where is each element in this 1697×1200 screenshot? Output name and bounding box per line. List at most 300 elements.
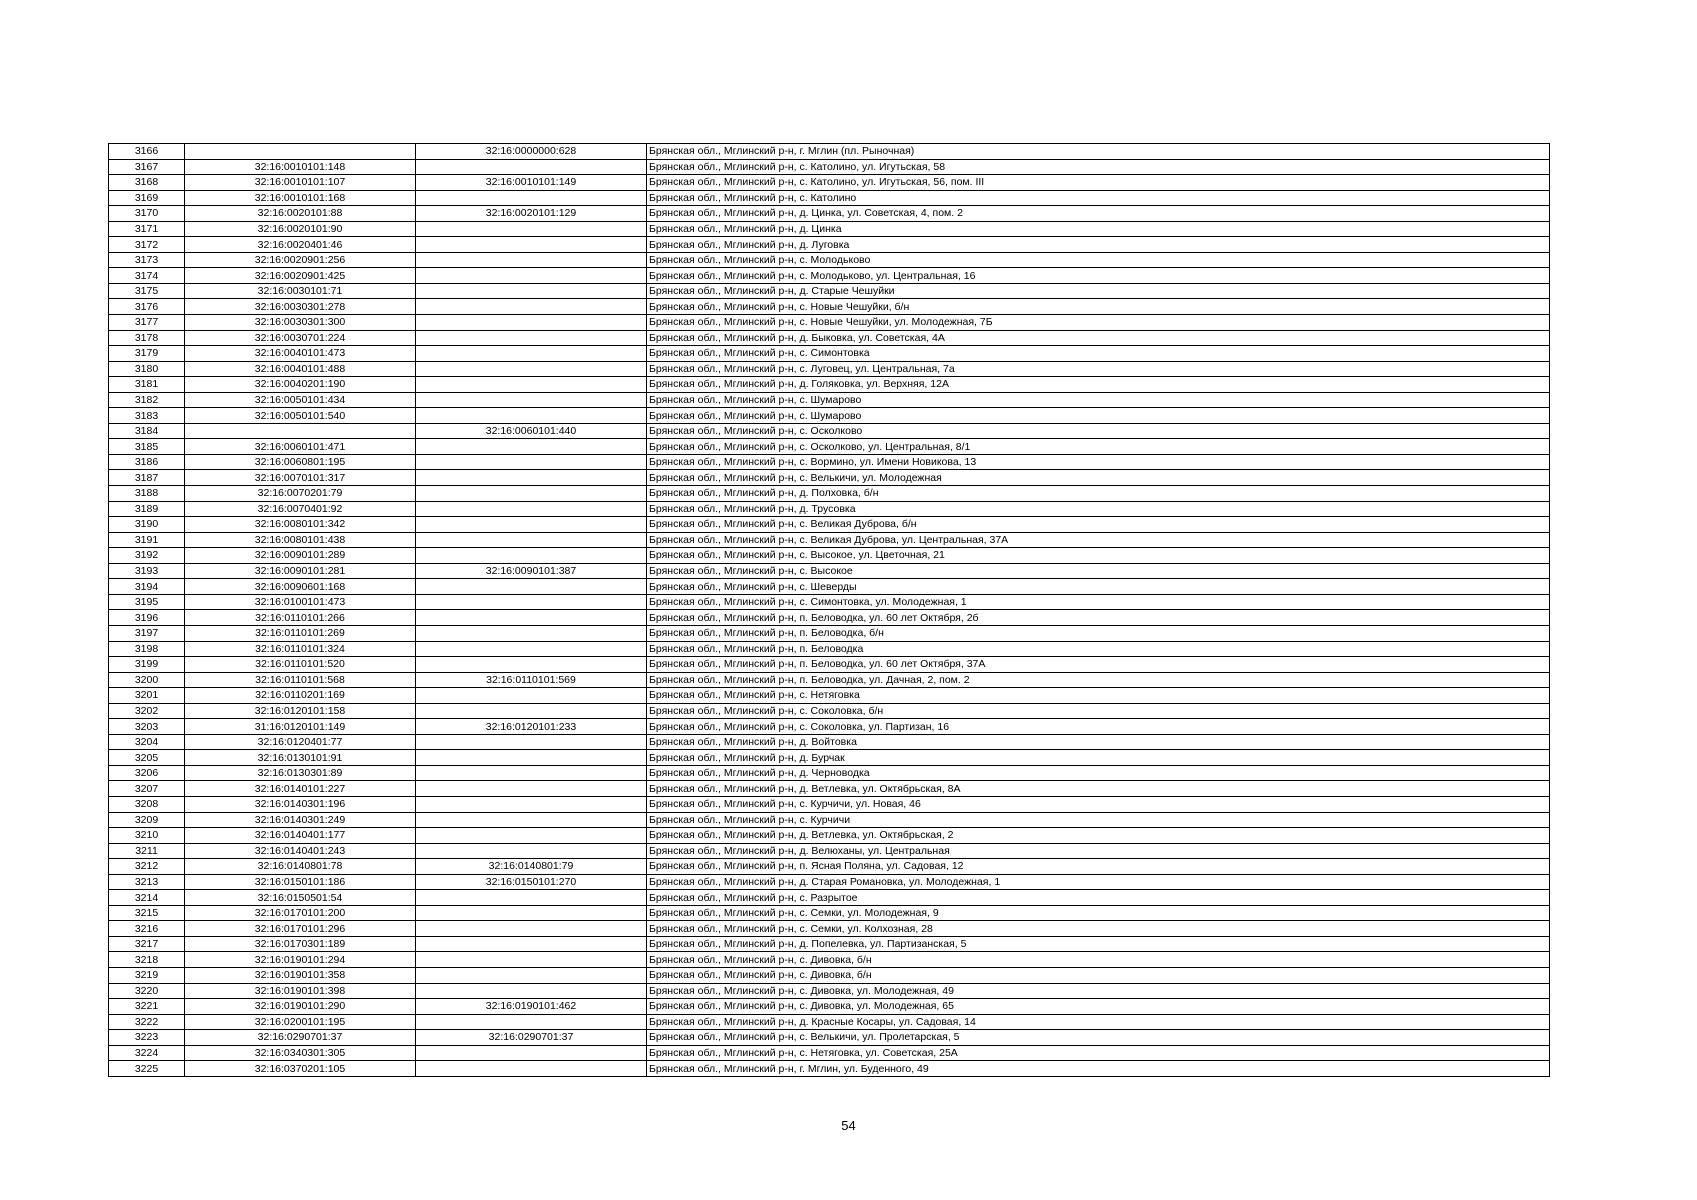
address-cell: Брянская обл., Мглинский р-н, с. Шеверды [647, 579, 1550, 595]
cadastral-number-cell: 32:16:0110101:568 [185, 672, 416, 688]
row-number-cell: 3182 [109, 392, 185, 408]
cadastral-number-cell: 32:16:0020901:425 [185, 268, 416, 284]
table-row [109, 828, 1550, 844]
parent-cadastral-number-cell [416, 983, 647, 999]
table-row [109, 1045, 1550, 1061]
row-number-cell: 3219 [109, 967, 185, 983]
address-cell: Брянская обл., Мглинский р-н, с. Высокое [647, 563, 1550, 579]
parent-cadastral-number-cell [416, 454, 647, 470]
table-row [109, 532, 1550, 548]
parent-cadastral-number-cell [416, 812, 647, 828]
parent-cadastral-number-cell [416, 252, 647, 268]
table-row [109, 439, 1550, 455]
row-number-cell: 3209 [109, 812, 185, 828]
address-cell: Брянская обл., Мглинский р-н, п. Беловодка, ул. Дачная, 2, пом. 2 [647, 672, 1550, 688]
row-number-cell: 3201 [109, 688, 185, 704]
row-number-cell: 3173 [109, 252, 185, 268]
row-number-cell: 3189 [109, 501, 185, 517]
address-cell: Брянская обл., Мглинский р-н, п. Беловодка, б/н [647, 625, 1550, 641]
row-number-cell: 3220 [109, 983, 185, 999]
table-row [109, 423, 1550, 439]
parent-cadastral-number-cell [416, 532, 647, 548]
table-row [109, 579, 1550, 595]
cadastral-number-cell: 32:16:0200101:195 [185, 1014, 416, 1030]
cadastral-number-cell: 32:16:0140801:78 [185, 859, 416, 875]
parent-cadastral-number-cell [416, 890, 647, 906]
address-cell: Брянская обл., Мглинский р-н, п. Беловодка [647, 641, 1550, 657]
cadastral-number-cell: 32:16:0030101:71 [185, 283, 416, 299]
parent-cadastral-number-cell [416, 501, 647, 517]
table-row [109, 890, 1550, 906]
address-cell: Брянская обл., Мглинский р-н, с. Молодьково, ул. Центральная, 16 [647, 268, 1550, 284]
table-row [109, 1030, 1550, 1046]
address-cell: Брянская обл., Мглинский р-н, д. Черноводка [647, 765, 1550, 781]
cadastral-number-cell: 32:16:0150501:54 [185, 890, 416, 906]
table-row [109, 859, 1550, 875]
row-number-cell: 3183 [109, 408, 185, 424]
parent-cadastral-number-cell [416, 1014, 647, 1030]
table-row [109, 361, 1550, 377]
row-number-cell: 3171 [109, 221, 185, 237]
row-number-cell: 3184 [109, 423, 185, 439]
cadastral-number-cell: 32:16:0140301:196 [185, 796, 416, 812]
row-number-cell: 3202 [109, 703, 185, 719]
row-number-cell: 3170 [109, 206, 185, 222]
cadastral-number-cell: 32:16:0130101:91 [185, 750, 416, 766]
address-cell: Брянская обл., Мглинский р-н, с. Нетяговка, ул. Советская, 25А [647, 1045, 1550, 1061]
row-number-cell: 3193 [109, 563, 185, 579]
cadastral-number-cell: 32:16:0060101:471 [185, 439, 416, 455]
cadastral-number-cell [185, 144, 416, 160]
address-cell: Брянская обл., Мглинский р-н, п. Беловодка, ул. 60 лет Октября, 37А [647, 657, 1550, 673]
cadastral-number-cell: 32:16:0010101:168 [185, 190, 416, 206]
cadastral-number-cell: 32:16:0100101:473 [185, 594, 416, 610]
row-number-cell: 3217 [109, 936, 185, 952]
address-cell: Брянская обл., Мглинский р-н, д. Попелевка, ул. Партизанская, 5 [647, 936, 1550, 952]
cadastral-number-cell: 32:16:0190101:290 [185, 999, 416, 1015]
cadastral-number-cell: 32:16:0040201:190 [185, 377, 416, 393]
address-cell: Брянская обл., Мглинский р-н, с. Дивовка, б/н [647, 967, 1550, 983]
cadastral-number-cell: 32:16:0140401:243 [185, 843, 416, 859]
row-number-cell: 3186 [109, 454, 185, 470]
row-number-cell: 3205 [109, 750, 185, 766]
table-row [109, 967, 1550, 983]
table-row [109, 843, 1550, 859]
row-number-cell: 3194 [109, 579, 185, 595]
row-number-cell: 3187 [109, 470, 185, 486]
table-row [109, 905, 1550, 921]
address-cell: Брянская обл., Мглинский р-н, с. Разрытое [647, 890, 1550, 906]
parent-cadastral-number-cell [416, 1061, 647, 1077]
address-cell: Брянская обл., Мглинский р-н, с. Курчичи, ул. Новая, 46 [647, 796, 1550, 812]
row-number-cell: 3175 [109, 283, 185, 299]
row-number-cell: 3207 [109, 781, 185, 797]
row-number-cell: 3211 [109, 843, 185, 859]
cadastral-number-cell: 32:16:0110101:269 [185, 625, 416, 641]
table-row [109, 221, 1550, 237]
address-cell: Брянская обл., Мглинский р-н, с. Велькичи, ул. Молодежная [647, 470, 1550, 486]
row-number-cell: 3215 [109, 905, 185, 921]
address-cell: Брянская обл., Мглинский р-н, с. Дивовка, б/н [647, 952, 1550, 968]
cadastral-number-cell [185, 423, 416, 439]
parent-cadastral-number-cell [416, 486, 647, 502]
cadastral-number-cell: 32:16:0140401:177 [185, 828, 416, 844]
cadastral-number-cell: 32:16:0120401:77 [185, 734, 416, 750]
cadastral-number-cell: 32:16:0110201:169 [185, 688, 416, 704]
row-number-cell: 3180 [109, 361, 185, 377]
address-cell: Брянская обл., Мглинский р-н, д. Ветлевка, ул. Октябрьская, 2 [647, 828, 1550, 844]
address-cell: Брянская обл., Мглинский р-н, с. Католино, ул. Игутьская, 56, пом. III [647, 175, 1550, 191]
address-cell: Брянская обл., Мглинский р-н, с. Шумарово [647, 408, 1550, 424]
parent-cadastral-number-cell: 32:16:0140801:79 [416, 859, 647, 875]
table-row [109, 454, 1550, 470]
cadastral-number-cell: 32:16:0020901:256 [185, 252, 416, 268]
address-cell: Брянская обл., Мглинский р-н, д. Велюханы, ул. Центральная [647, 843, 1550, 859]
parent-cadastral-number-cell: 32:16:0290701:37 [416, 1030, 647, 1046]
address-cell: Брянская обл., Мглинский р-н, с. Симонтовка, ул. Молодежная, 1 [647, 594, 1550, 610]
table-row [109, 874, 1550, 890]
address-cell: Брянская обл., Мглинский р-н, с. Нетяговка [647, 688, 1550, 704]
parent-cadastral-number-cell [416, 905, 647, 921]
table-row [109, 175, 1550, 191]
row-number-cell: 3199 [109, 657, 185, 673]
row-number-cell: 3204 [109, 734, 185, 750]
table-row [109, 688, 1550, 704]
address-cell: Брянская обл., Мглинский р-н, с. Семки, ул. Колхозная, 28 [647, 921, 1550, 937]
table-row [109, 299, 1550, 315]
row-number-cell: 3203 [109, 719, 185, 735]
row-number-cell: 3218 [109, 952, 185, 968]
table-row [109, 952, 1550, 968]
parent-cadastral-number-cell [416, 517, 647, 533]
address-cell: Брянская обл., Мглинский р-н, с. Велькичи, ул. Пролетарская, 5 [647, 1030, 1550, 1046]
parent-cadastral-number-cell [416, 268, 647, 284]
parent-cadastral-number-cell [416, 392, 647, 408]
cadastral-number-cell: 32:16:0080101:342 [185, 517, 416, 533]
address-cell: Брянская обл., Мглинский р-н, г. Мглин (пл. Рыночная) [647, 144, 1550, 160]
row-number-cell: 3195 [109, 594, 185, 610]
address-cell: Брянская обл., Мглинский р-н, д. Цинка [647, 221, 1550, 237]
table-row [109, 470, 1550, 486]
address-cell: Брянская обл., Мглинский р-н, д. Трусовка [647, 501, 1550, 517]
parent-cadastral-number-cell [416, 221, 647, 237]
table-row [109, 159, 1550, 175]
cadastral-number-cell: 31:16:0120101:149 [185, 719, 416, 735]
table-row [109, 703, 1550, 719]
address-cell: Брянская обл., Мглинский р-н, д. Войтовка [647, 734, 1550, 750]
table-row [109, 563, 1550, 579]
address-cell: Брянская обл., Мглинский р-н, д. Голяковка, ул. Верхняя, 12А [647, 377, 1550, 393]
parent-cadastral-number-cell [416, 703, 647, 719]
cadastral-number-cell: 32:16:0040101:473 [185, 346, 416, 362]
table-row [109, 144, 1550, 160]
table-row [109, 983, 1550, 999]
row-number-cell: 3188 [109, 486, 185, 502]
cadastral-number-cell: 32:16:0040101:488 [185, 361, 416, 377]
parent-cadastral-number-cell [416, 439, 647, 455]
row-number-cell: 3190 [109, 517, 185, 533]
address-cell: Брянская обл., Мглинский р-н, с. Осколково, ул. Центральная, 8/1 [647, 439, 1550, 455]
address-cell: Брянская обл., Мглинский р-н, д. Ветлевка, ул. Октябрьская, 8А [647, 781, 1550, 797]
address-cell: Брянская обл., Мглинский р-н, п. Ясная Поляна, ул. Садовая, 12 [647, 859, 1550, 875]
table-row [109, 641, 1550, 657]
row-number-cell: 3192 [109, 548, 185, 564]
parent-cadastral-number-cell [416, 967, 647, 983]
cadastral-number-cell: 32:16:0170101:200 [185, 905, 416, 921]
parent-cadastral-number-cell [416, 377, 647, 393]
address-cell: Брянская обл., Мглинский р-н, д. Старая Романовка, ул. Молодежная, 1 [647, 874, 1550, 890]
parent-cadastral-number-cell [416, 921, 647, 937]
table-row [109, 1061, 1550, 1077]
table-row [109, 999, 1550, 1015]
address-cell: Брянская обл., Мглинский р-н, с. Великая Дуброва, ул. Центральная, 37А [647, 532, 1550, 548]
address-cell: Брянская обл., Мглинский р-н, с. Симонтовка [647, 346, 1550, 362]
parent-cadastral-number-cell [416, 750, 647, 766]
address-cell: Брянская обл., Мглинский р-н, д. Красные Косары, ул. Садовая, 14 [647, 1014, 1550, 1030]
cadastral-number-cell: 32:16:0070101:317 [185, 470, 416, 486]
parent-cadastral-number-cell [416, 594, 647, 610]
address-cell: Брянская обл., Мглинский р-н, с. Осколково [647, 423, 1550, 439]
row-number-cell: 3168 [109, 175, 185, 191]
parent-cadastral-number-cell [416, 765, 647, 781]
table-row [109, 330, 1550, 346]
row-number-cell: 3167 [109, 159, 185, 175]
address-cell: Брянская обл., Мглинский р-н, с. Великая Дуброва, б/н [647, 517, 1550, 533]
cadastral-number-cell: 32:16:0130301:89 [185, 765, 416, 781]
table-row [109, 936, 1550, 952]
address-cell: Брянская обл., Мглинский р-н, г. Мглин, ул. Буденного, 49 [647, 1061, 1550, 1077]
cadastral-number-cell: 32:16:0060801:195 [185, 454, 416, 470]
parent-cadastral-number-cell [416, 190, 647, 206]
row-number-cell: 3225 [109, 1061, 185, 1077]
row-number-cell: 3200 [109, 672, 185, 688]
address-cell: Брянская обл., Мглинский р-н, д. Луговка [647, 237, 1550, 253]
table-row [109, 672, 1550, 688]
row-number-cell: 3214 [109, 890, 185, 906]
address-cell: Брянская обл., Мглинский р-н, с. Курчичи [647, 812, 1550, 828]
cadastral-number-cell: 32:16:0150101:186 [185, 874, 416, 890]
cadastral-number-cell: 32:16:0020101:88 [185, 206, 416, 222]
cadastral-number-cell: 32:16:0370201:105 [185, 1061, 416, 1077]
parent-cadastral-number-cell [416, 1045, 647, 1061]
parent-cadastral-number-cell [416, 843, 647, 859]
row-number-cell: 3224 [109, 1045, 185, 1061]
cadastral-number-cell: 32:16:0020401:46 [185, 237, 416, 253]
address-cell: Брянская обл., Мглинский р-н, с. Католино [647, 190, 1550, 206]
parent-cadastral-number-cell [416, 641, 647, 657]
table-row [109, 1014, 1550, 1030]
cadastral-number-cell: 32:16:0030301:278 [185, 299, 416, 315]
table-row [109, 346, 1550, 362]
cadastral-number-cell: 32:16:0190101:398 [185, 983, 416, 999]
row-number-cell: 3197 [109, 625, 185, 641]
parent-cadastral-number-cell [416, 579, 647, 595]
cadastral-number-cell: 32:16:0070201:79 [185, 486, 416, 502]
cadastral-number-cell: 32:16:0090101:289 [185, 548, 416, 564]
table-row [109, 517, 1550, 533]
row-number-cell: 3179 [109, 346, 185, 362]
row-number-cell: 3177 [109, 315, 185, 331]
cadastral-table [108, 143, 1550, 1077]
cadastral-number-cell: 32:16:0090101:281 [185, 563, 416, 579]
table-row [109, 734, 1550, 750]
parent-cadastral-number-cell [416, 936, 647, 952]
table-row [109, 610, 1550, 626]
parent-cadastral-number-cell [416, 781, 647, 797]
parent-cadastral-number-cell [416, 610, 647, 626]
parent-cadastral-number-cell [416, 796, 647, 812]
row-number-cell: 3185 [109, 439, 185, 455]
parent-cadastral-number-cell [416, 330, 647, 346]
cadastral-number-cell: 32:16:0010101:148 [185, 159, 416, 175]
parent-cadastral-number-cell [416, 734, 647, 750]
row-number-cell: 3196 [109, 610, 185, 626]
cadastral-number-cell: 32:16:0170301:189 [185, 936, 416, 952]
parent-cadastral-number-cell [416, 625, 647, 641]
row-number-cell: 3174 [109, 268, 185, 284]
cadastral-number-cell: 32:16:0090601:168 [185, 579, 416, 595]
row-number-cell: 3208 [109, 796, 185, 812]
table-row [109, 750, 1550, 766]
cadastral-number-cell: 32:16:0290701:37 [185, 1030, 416, 1046]
address-cell: Брянская обл., Мглинский р-н, п. Беловодка, ул. 60 лет Октября, 2б [647, 610, 1550, 626]
row-number-cell: 3212 [109, 859, 185, 875]
table-row [109, 719, 1550, 735]
table-row [109, 594, 1550, 610]
cadastral-number-cell: 32:16:0070401:92 [185, 501, 416, 517]
cadastral-number-cell: 32:16:0110101:266 [185, 610, 416, 626]
parent-cadastral-number-cell [416, 688, 647, 704]
address-cell: Брянская обл., Мглинский р-н, с. Новые Чешуйки, ул. Молодежная, 7Б [647, 315, 1550, 331]
parent-cadastral-number-cell [416, 470, 647, 486]
parent-cadastral-number-cell [416, 283, 647, 299]
address-cell: Брянская обл., Мглинский р-н, с. Католино, ул. Игутьская, 58 [647, 159, 1550, 175]
table-row [109, 206, 1550, 222]
cadastral-number-cell: 32:16:0170101:296 [185, 921, 416, 937]
row-number-cell: 3216 [109, 921, 185, 937]
parent-cadastral-number-cell [416, 159, 647, 175]
row-number-cell: 3172 [109, 237, 185, 253]
cadastral-number-cell: 32:16:0030701:224 [185, 330, 416, 346]
table-row [109, 486, 1550, 502]
parent-cadastral-number-cell: 32:16:0090101:387 [416, 563, 647, 579]
table-row [109, 548, 1550, 564]
parent-cadastral-number-cell: 32:16:0020101:129 [416, 206, 647, 222]
row-number-cell: 3221 [109, 999, 185, 1015]
parent-cadastral-number-cell: 32:16:0010101:149 [416, 175, 647, 191]
cadastral-number-cell: 32:16:0020101:90 [185, 221, 416, 237]
address-cell: Брянская обл., Мглинский р-н, с. Высокое, ул. Цветочная, 21 [647, 548, 1550, 564]
address-cell: Брянская обл., Мглинский р-н, с. Соколовка, ул. Партизан, 16 [647, 719, 1550, 735]
address-cell: Брянская обл., Мглинский р-н, с. Соколовка, б/н [647, 703, 1550, 719]
cadastral-number-cell: 32:16:0140101:227 [185, 781, 416, 797]
address-cell: Брянская обл., Мглинский р-н, с. Вормино, ул. Имени Новикова, 13 [647, 454, 1550, 470]
row-number-cell: 3210 [109, 828, 185, 844]
table-row [109, 392, 1550, 408]
table-row [109, 765, 1550, 781]
row-number-cell: 3206 [109, 765, 185, 781]
address-cell: Брянская обл., Мглинский р-н, с. Дивовка, ул. Молодежная, 49 [647, 983, 1550, 999]
table-row [109, 796, 1550, 812]
table-row [109, 625, 1550, 641]
cadastral-number-cell: 32:16:0010101:107 [185, 175, 416, 191]
row-number-cell: 3191 [109, 532, 185, 548]
cadastral-number-cell: 32:16:0190101:358 [185, 967, 416, 983]
cadastral-number-cell: 32:16:0050101:540 [185, 408, 416, 424]
address-cell: Брянская обл., Мглинский р-н, с. Новые Чешуйки, б/н [647, 299, 1550, 315]
parent-cadastral-number-cell [416, 315, 647, 331]
table-row [109, 408, 1550, 424]
row-number-cell: 3181 [109, 377, 185, 393]
address-cell: Брянская обл., Мглинский р-н, д. Цинка, ул. Советская, 4, пом. 2 [647, 206, 1550, 222]
parent-cadastral-number-cell [416, 237, 647, 253]
cadastral-number-cell: 32:16:0120101:158 [185, 703, 416, 719]
table-row [109, 781, 1550, 797]
table-row [109, 252, 1550, 268]
cadastral-number-cell: 32:16:0110101:520 [185, 657, 416, 673]
row-number-cell: 3166 [109, 144, 185, 160]
table-row [109, 315, 1550, 331]
address-cell: Брянская обл., Мглинский р-н, д. Бурчак [647, 750, 1550, 766]
table-row [109, 812, 1550, 828]
parent-cadastral-number-cell: 32:16:0060101:440 [416, 423, 647, 439]
parent-cadastral-number-cell: 32:16:0190101:462 [416, 999, 647, 1015]
cadastral-number-cell: 32:16:0340301:305 [185, 1045, 416, 1061]
cadastral-number-cell: 32:16:0050101:434 [185, 392, 416, 408]
address-cell: Брянская обл., Мглинский р-н, с. Семки, ул. Молодежная, 9 [647, 905, 1550, 921]
cadastral-number-cell: 32:16:0140301:249 [185, 812, 416, 828]
parent-cadastral-number-cell [416, 657, 647, 673]
address-cell: Брянская обл., Мглинский р-н, с. Дивовка, ул. Молодежная, 65 [647, 999, 1550, 1015]
row-number-cell: 3198 [109, 641, 185, 657]
address-cell: Брянская обл., Мглинский р-н, с. Молодьково [647, 252, 1550, 268]
parent-cadastral-number-cell: 32:16:0110101:569 [416, 672, 647, 688]
parent-cadastral-number-cell [416, 952, 647, 968]
row-number-cell: 3178 [109, 330, 185, 346]
parent-cadastral-number-cell [416, 828, 647, 844]
row-number-cell: 3176 [109, 299, 185, 315]
parent-cadastral-number-cell [416, 408, 647, 424]
table-body [109, 144, 1550, 1077]
cadastral-number-cell: 32:16:0030301:300 [185, 315, 416, 331]
cadastral-number-cell: 32:16:0190101:294 [185, 952, 416, 968]
address-cell: Брянская обл., Мглинский р-н, д. Полховка, б/н [647, 486, 1550, 502]
table-row [109, 237, 1550, 253]
parent-cadastral-number-cell: 32:16:0150101:270 [416, 874, 647, 890]
parent-cadastral-number-cell [416, 361, 647, 377]
address-cell: Брянская обл., Мглинский р-н, д. Быковка, ул. Советская, 4А [647, 330, 1550, 346]
table-row [109, 268, 1550, 284]
parent-cadastral-number-cell: 32:16:0000000:628 [416, 144, 647, 160]
table-row [109, 921, 1550, 937]
table-row [109, 657, 1550, 673]
row-number-cell: 3222 [109, 1014, 185, 1030]
parent-cadastral-number-cell [416, 299, 647, 315]
address-cell: Брянская обл., Мглинский р-н, с. Шумарово [647, 392, 1550, 408]
row-number-cell: 3213 [109, 874, 185, 890]
table-row [109, 283, 1550, 299]
parent-cadastral-number-cell: 32:16:0120101:233 [416, 719, 647, 735]
row-number-cell: 3223 [109, 1030, 185, 1046]
table-row [109, 501, 1550, 517]
table-row [109, 377, 1550, 393]
address-cell: Брянская обл., Мглинский р-н, д. Старые Чешуйки [647, 283, 1550, 299]
parent-cadastral-number-cell [416, 346, 647, 362]
table-row [109, 190, 1550, 206]
row-number-cell: 3169 [109, 190, 185, 206]
page-number: 54 [841, 1118, 856, 1133]
cadastral-number-cell: 32:16:0080101:438 [185, 532, 416, 548]
